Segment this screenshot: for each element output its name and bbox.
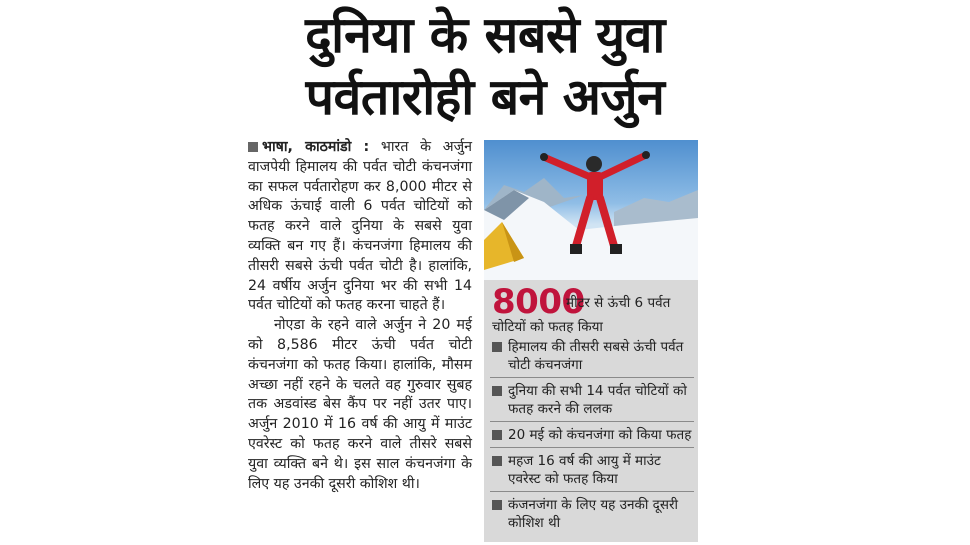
article-body [248,138,472,494]
bullet-square-icon [492,500,502,510]
list-item [490,338,694,378]
headline [0,4,970,128]
highlight-lead-part-2: चोटियों को फतह किया [492,319,603,335]
list-item [490,426,694,448]
article-paragraph-1 [248,138,472,316]
highlight-number: 8000 [492,282,585,322]
mountaineer-photo [484,140,698,280]
mountaineer-photo-illustration [484,140,698,280]
highlights-box [484,280,698,542]
highlight-point-text: हिमालय की तीसरी सबसे ऊंची पर्वत चोटी कंचनजंगा [508,339,684,373]
article-paragraph-2: नोएडा के रहने वाले अर्जुन ने 20 मई को 8,586 मीटर ऊंची पर्वत चोटी कंचनजंगा को फतह किया। हालांकि, मौसम अच्छा नहीं रहने के चलते वह गुरुवार सुबह तक अडवांस्ड बेस कैंप पर नहीं उतर पाए। अर्जुन 2010 में 16 वर्ष की आयु में माउंट एवरेस्ट को फतह करने वाले तीसरे सबसे युवा व्यक्ति बने थे। इस साल कंचनजंगा के लिए यह उनकी दूसरी कोशिश थी। [248,317,472,492]
article-paragraph-1-text: भारत के अर्जुन वाजपेयी हिमालय की पर्वत चोटी कंचनजंगा का सफल पर्वतारोहण कर 8,000 मीटर से अधिक ऊंचाई वाली 6 पर्वत चोटियों को फतह करने वाले दुनिया के सबसे युवा व्यक्ति बन गए हैं। कंचनजंगा हिमालय की तीसरी सबसे ऊंची पर्वत चोटी है। हालांकि, 24 वर्षीय अर्जुन दुनिया भर की सभी 14 पर्वत चोटियों को फतह करना चाहते हैं। [248,139,473,314]
highlight-points [490,338,694,539]
list-item [490,496,694,535]
bullet-square-icon [492,430,502,440]
dateline-marker-icon [248,142,258,152]
highlight-point-text: 20 मई को कंचनजंगा को किया फतह [508,427,692,443]
dateline: भाषा, काठमांडो : [262,139,370,155]
list-item [490,382,694,422]
highlight-point-text: महज 16 वर्ष की आयु में माउंट एवरेस्ट को फतह किया [508,453,661,487]
bullet-square-icon [492,386,502,396]
highlight-lead-part-1: मीटर से ऊंची 6 पर्वत [566,295,671,311]
list-item [490,452,694,492]
bullet-square-icon [492,342,502,352]
headline-line-1: दुनिया के सबसे युवा [305,6,665,64]
headline-line-2: पर्वतारोही बने अर्जुन [305,68,665,126]
highlight-point-text: दुनिया की सभी 14 पर्वत चोटियों को फतह करने की ललक [508,383,687,417]
bullet-square-icon [492,456,502,466]
highlight-point-text: कंजनजंगा के लिए यह उनकी दूसरी कोशिश थी [508,497,678,531]
